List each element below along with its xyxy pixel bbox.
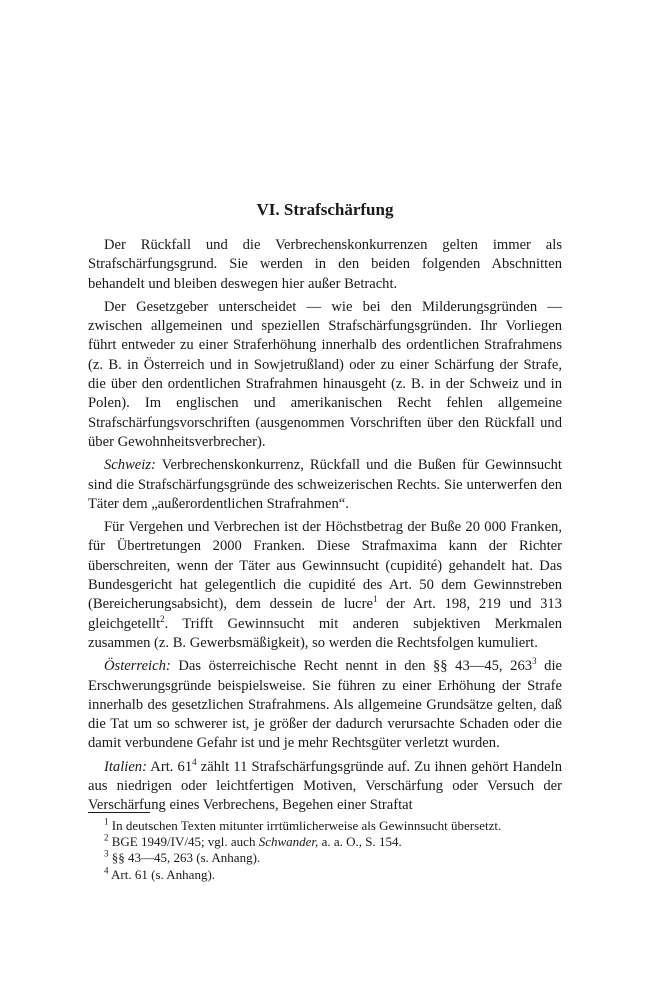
footnote-text: Art. 61 (s. Anhang). — [108, 866, 216, 882]
paragraph-3 — [88, 456, 562, 514]
country-lead-schweiz: Schweiz: — [104, 457, 156, 474]
country-lead-italien: Italien: — [104, 758, 147, 775]
paragraph-4-text-c: . Trifft Gewinnsucht mit anderen subjektiven Merkmalen zusammen (z. B. Gewerbsmäßigkeit), so werden die Rechtsfolgen kumuliert. — [88, 615, 562, 651]
footnote-1 — [88, 818, 562, 834]
footnote-number: 2 — [104, 832, 109, 843]
footnote-text: §§ 43—45, 263 (s. Anhang). — [108, 850, 261, 866]
paragraph-2: Der Gesetzgeber unterscheidet — wie bei den Milderungsgründen — zwischen allgemeinen und speziellen Strafschärfungsgründen. Ihr Vorliegen führt entweder zu einer Straferhöhung innerhalb des ordentlichen Strafrahmens (z. B. in Österreich und in Sowjetrußland) oder zu einer Schärfung der Strafe, die über den ordentlichen Strafrahmen hinausgeht (z. B. in der Schweiz und in Polen). Im englischen und amerikanischen Recht fehlen allgemeine Strafschärfungsvorschriften (ausgenommen Vorschriften über den Rückfall und über Gewohnheitsverbrecher). — [88, 298, 562, 450]
footnote-number: 4 — [104, 865, 109, 876]
footnote-text: In deutschen Texten mitunter irrtümlicherweise als Gewinnsucht übersetzt. — [108, 818, 502, 833]
footnote-divider — [88, 812, 150, 813]
footnote-ref-1: 1 — [372, 594, 378, 605]
section-heading: VI. Strafschärfung — [256, 200, 394, 219]
paragraph-1: Der Rückfall und die Verbrechenskonkurrenzen gelten immer als Strafschärfungsgrund. Sie werden in den beiden folgenden Abschnitten behandelt und bleiben deswegen hier außer Betracht. — [88, 237, 562, 292]
paragraph-5-text-b: die Erschwerungsgründe beispielsweise. Sie führen zu einer Erhöhung der Strafe innerhalb des gesetzlichen Strafrahmens. Als allgemeine Grundsätze gelten, daß die Tat um so schwerer ist, je größer der dadurch verursachte Schaden oder die damit verbundene Gefahr ist und je mehr Rechtsgüter verletzt wurden. — [88, 658, 562, 752]
paragraph-5 — [88, 657, 562, 753]
body-text — [88, 236, 562, 816]
footnote-ref-3: 3 — [532, 656, 537, 667]
paragraph-6-text-a: Art. 61 — [146, 758, 193, 775]
footnote-3 — [88, 850, 562, 866]
cited-author: Schwander, — [258, 834, 319, 850]
footnote-4 — [88, 867, 562, 883]
footnote-ref-4: 4 — [192, 756, 197, 767]
footnote-2 — [88, 834, 562, 850]
footnote-number: 3 — [104, 849, 109, 860]
footnote-text: a. a. O., S. 154. — [318, 834, 402, 850]
paragraph-3-text: Verbrechenskonkurrenz, Rückfall und die Bußen für Gewinnsucht sind die Strafschärfungsgründe des schweizerischen Rechts. Sie unterwerfen den Täter dem „außerordentlichen Strafrahmen“. — [88, 457, 562, 512]
footnote-ref-2: 2 — [160, 613, 165, 624]
paragraph-4-text-b: der Art. 198, 219 und 313 gleichgetellt — [88, 596, 562, 632]
paragraph-6 — [88, 758, 562, 816]
footnote-number: 1 — [104, 816, 109, 827]
country-lead-oesterreich: Österreich: — [104, 658, 171, 675]
paragraph-4-text-a: Für Vergehen und Verbrechen ist der Höchstbetrag der Buße 20 000 Franken, für Übertretungen 2000 Franken. Diese Strafmaxima kann der Richter überschreiten, wenn der Täter aus Gewinnsucht (cupidité) gehandelt hat. Das Bundesgericht hat gelegentlich die cupidité des Art. 50 dem Gewinnstreben (Bereicherungsabsicht), dem dessein de lucre — [88, 519, 562, 613]
footnotes — [88, 818, 562, 883]
paragraph-4 — [88, 518, 562, 653]
paragraph-6-text-b: zählt 11 Strafschärfungsgründe auf. Zu ihnen gehört Handeln aus niedrigen oder leichtfertigen Motiven, Verschärfung oder Versuch der Verschärfung eines Verbrechens, Begehen einer Straftat — [88, 758, 562, 814]
paragraph-5-text-a: Das österreichische Recht nennt in den §§ 43—45, 263 — [170, 658, 533, 675]
footnote-text: BGE 1949/IV/45; vgl. auch — [108, 834, 259, 850]
